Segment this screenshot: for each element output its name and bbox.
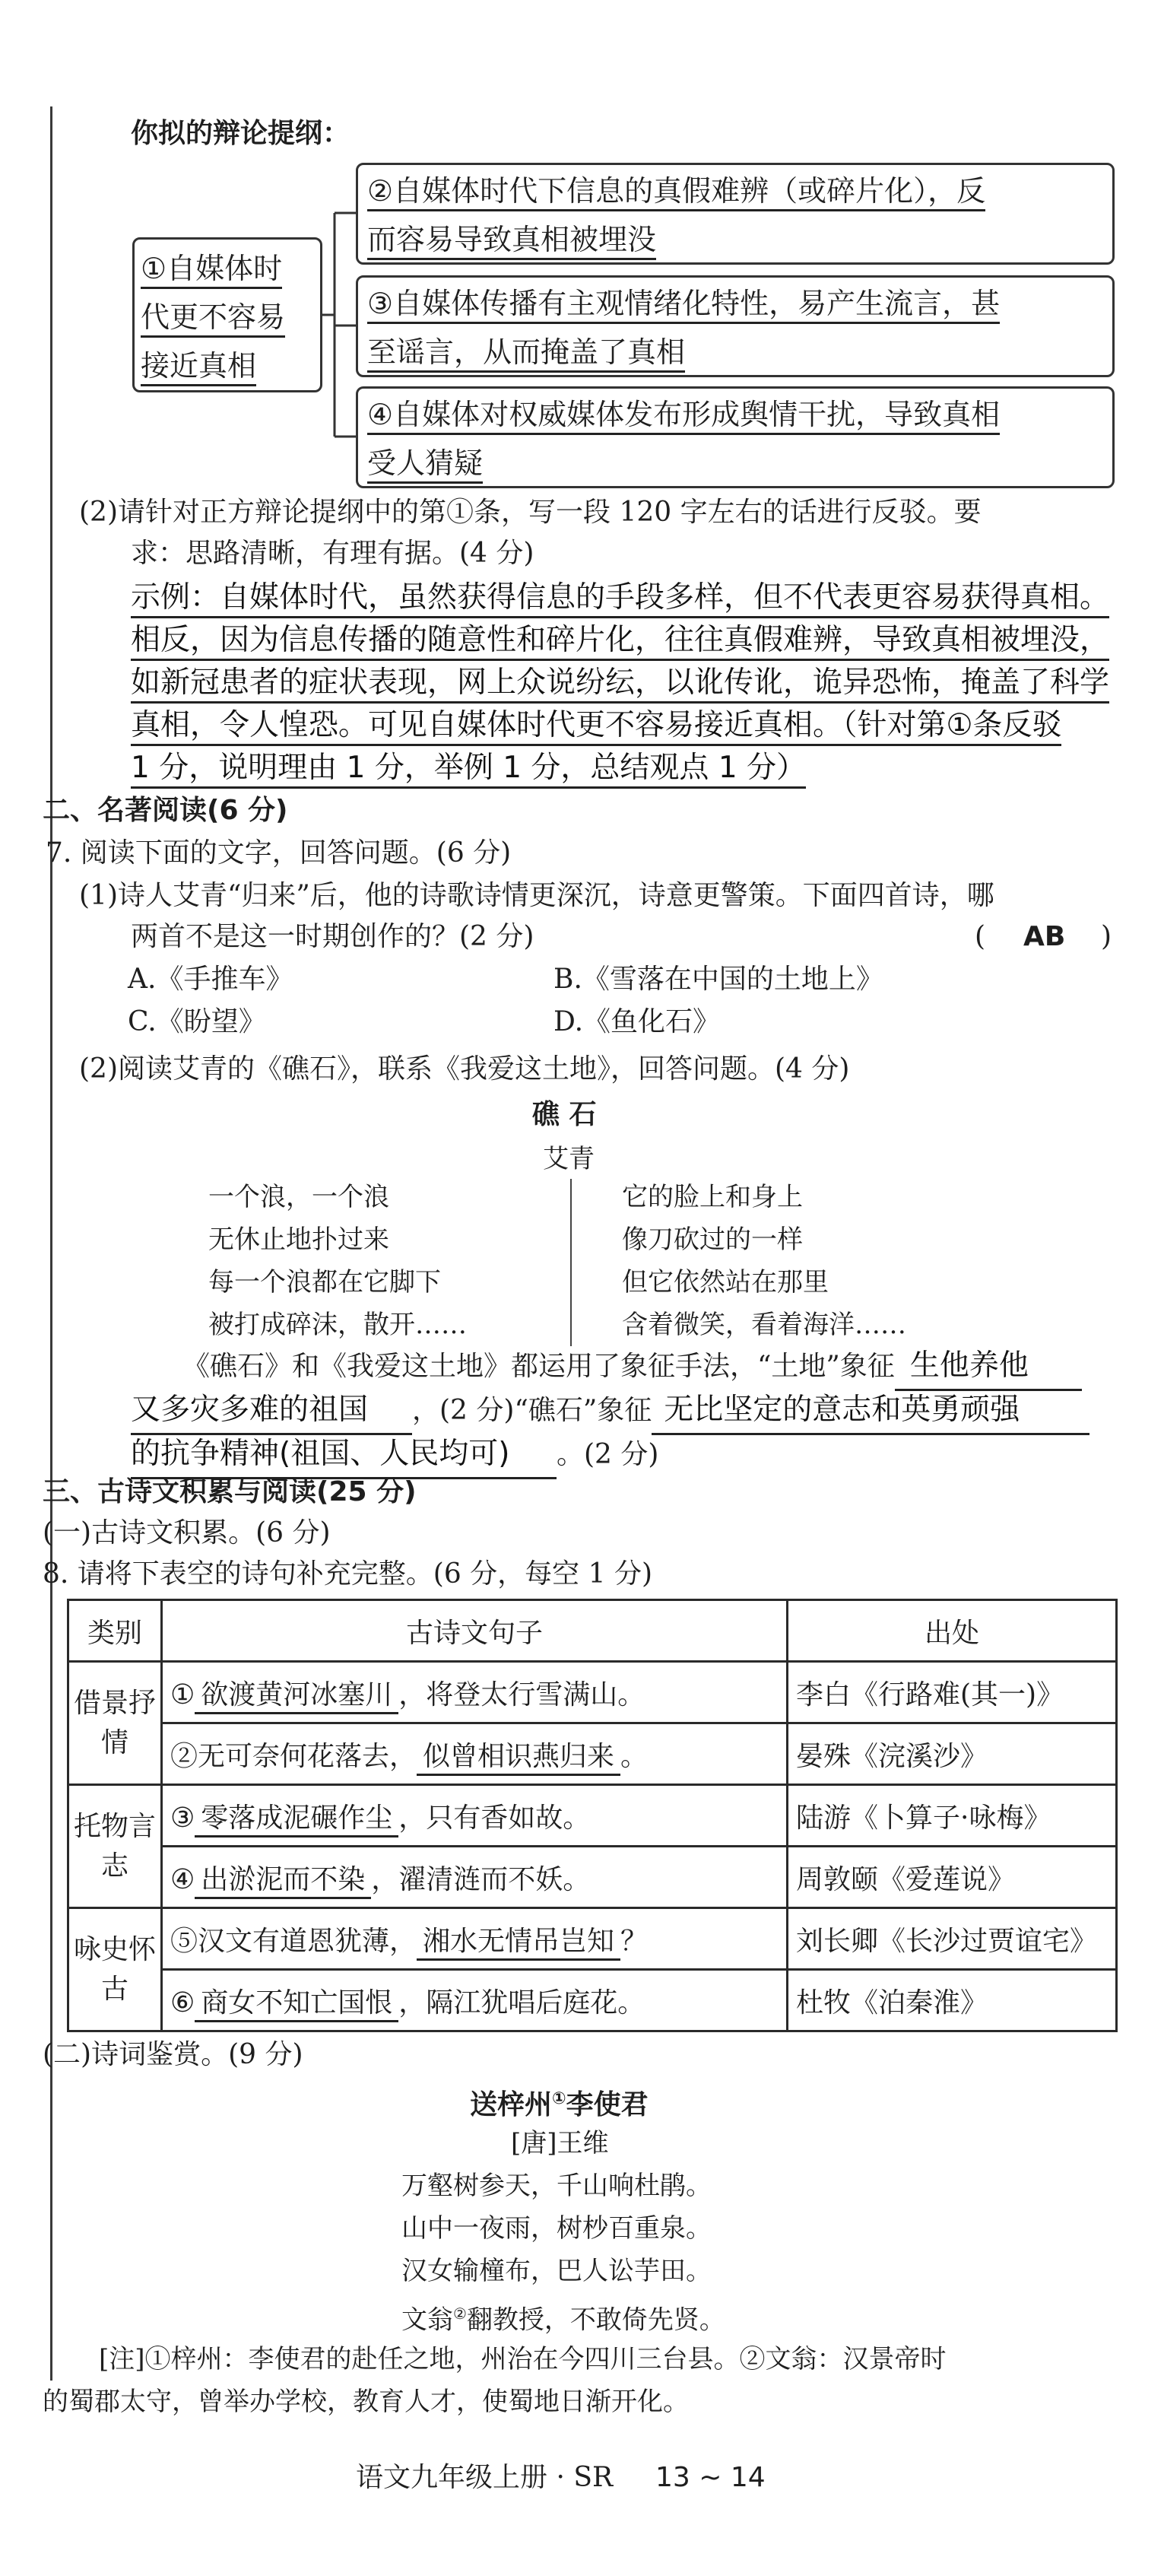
sentence-cell: ⑥ 商女不知亡国恨 ，隔江犹唱后庭花。 [162,1970,788,2031]
option-a: A.《手推车》 [128,964,293,995]
sentence-cell: ④ 出淤泥而不染 ，濯清涟而不妖。 [162,1847,788,1908]
outline-heading: 你拟的辩论提纲： [131,118,350,149]
reason-line: ③自媒体传播有主观情绪化特性，易产生流言，甚 [367,287,1000,324]
answer-blank: 似曾相识燕归来 [417,1741,620,1776]
poem2-line: 万壑树参天，千山响杜鹃。 [401,2171,712,2201]
poem-right-line: 像刀砍过的一样 [622,1224,803,1255]
answer-blank: 欲渡黄河冰塞川 [195,1679,398,1714]
reason-line: ④自媒体对权威媒体发布形成舆情干扰，导致真相 [367,398,1000,435]
reason-box-2 [356,163,1115,265]
reason-line: ②自媒体时代下信息的真假难辨（或碎片化），反 [367,174,985,211]
table-row [68,1662,1117,1723]
q7-1-answer: AB [1023,921,1066,952]
q7-2-prompt: (2)阅读艾青的《礁石》，联系《我爱这土地》，回答问题。(4 分) [79,1053,850,1085]
reason-line: 而容易导致真相被埋没 [367,223,656,260]
q7-1-answer-bracket-open: ( [975,921,986,952]
q6-2-prompt-line: (2)请针对正方辩论提纲中的第①条，写一段 120 字左右的话进行反驳。要 [79,497,982,528]
q6-2-answer-line: 真相，令人惶恐。可见自媒体时代更不容易接近真相。（针对第①条反驳 [131,704,1061,747]
poem-left-line: 无休止地扑过来 [208,1224,389,1255]
poem2-author: [唐]王维 [511,2128,609,2158]
category-cell: 咏史怀古 [68,1908,162,2031]
poem2-line: 文翁②翻教授，不敢倚先贤。 [401,2304,725,2336]
answer-blank-2a: 无比坚定的意志和英勇顽强 [652,1389,1089,1435]
fill-line-1: 《礁石》和《我爱这土地》都运用了象征手法，“土地”象征 生他养他 [182,1345,1082,1391]
q7-title: 7. 阅读下面的文字，回答问题。(6 分) [46,837,512,869]
poem-divider [570,1179,572,1346]
option-b: B.《雪落在中国的土地上》 [553,964,883,995]
answer-blank-2b: 的抗争精神(祖国、人民均可) [131,1433,557,1479]
answer-blank: 出淤泥而不染 [195,1864,371,1899]
reason-box-3 [356,275,1115,377]
fill-line-3: 的抗争精神(祖国、人民均可) 。(2 分) [131,1433,658,1479]
reason-line: 至谣言，从而掩盖了真相 [367,335,685,373]
sentence-cell: ① 欲渡黄河冰塞川 ，将登太行雪满山。 [162,1662,788,1723]
poem2-note: 的蜀郡太守，曾举办学校，教育人才，使蜀地日渐开化。 [43,2387,689,2417]
answer-blank: 商女不知亡国恨 [195,1987,398,2022]
answer-blank: 零落成泥碾作尘 [195,1803,398,1838]
table-row [68,1908,1117,1970]
poem-right-line: 它的脸上和身上 [622,1182,803,1212]
source-cell: 晏殊《浣溪沙》 [788,1723,1117,1785]
section-2-title: 二、名著阅读(6 分) [43,795,288,826]
main-point-line: 代更不容易 [141,300,285,338]
q7-1-answer-bracket-close: ) [1101,921,1112,952]
header-category: 类别 [68,1600,162,1662]
poem-left-line: 一个浪，一个浪 [208,1182,389,1212]
source-cell: 杜牧《泊秦淮》 [788,1970,1117,2031]
sentence-cell: ⑤汉文有道恩犹薄， 湘水无情吊岂知 ？ [162,1908,788,1970]
sentence-cell: ②无可奈何花落去， 似曾相识燕归来 。 [162,1723,788,1785]
header-sentence: 古诗文句子 [162,1600,788,1662]
poetry-table [67,1599,1118,2032]
page-number: 13 ~ 14 [655,2462,766,2493]
main-point-line: ①自媒体时 [141,252,282,289]
table-header-row [68,1600,1117,1662]
source-cell: 刘长卿《长沙过贾谊宅》 [788,1908,1117,1970]
reason-line: 受人猜疑 [367,446,483,484]
table-row [68,1970,1117,2031]
source-cell: 李白《行路难(其一)》 [788,1662,1117,1723]
fill-line-2: 又多灾多难的祖国 ，(2 分)“礁石”象征 无比坚定的意志和英勇顽强 [131,1389,1089,1435]
poem2-line: 山中一夜雨，树杪百重泉。 [401,2213,712,2244]
option-c: C.《盼望》 [128,1006,266,1037]
section-3-sub1: (一)古诗文积累。(6 分) [43,1517,331,1548]
poem-left-line: 每一个浪都在它脚下 [208,1267,441,1298]
section-3-title: 三、古诗文积累与阅读(25 分) [43,1476,417,1507]
q6-2-answer-line: 1 分，说明理由 1 分，举例 1 分，总结观点 1 分） [131,747,806,789]
sentence-cell: ③ 零落成泥碾作尘 ，只有香如故。 [162,1785,788,1847]
answer-blank: 湘水无情吊岂知 [417,1926,620,1961]
source-cell: 陆游《卜算子·咏梅》 [788,1785,1117,1847]
main-point-box [132,237,322,392]
poem-author: 艾青 [543,1144,595,1174]
poem-title: 礁 石 [532,1099,597,1130]
answer-blank-1a: 生他养他 [895,1345,1082,1391]
section-3-sub2: (二)诗词鉴赏。(9 分) [43,2039,303,2070]
reason-box-4 [356,386,1115,488]
q6-2-answer-line: 示例：自媒体时代，虽然获得信息的手段多样，但不代表更容易获得真相。 [131,577,1109,619]
footer-label: 语文九年级上册 · SR [356,2462,614,2493]
outline-connector [322,152,360,502]
q7-1-line: (1)诗人艾青“归来”后，他的诗歌诗情更深沉，诗意更警策。下面四首诗，哪 [79,880,994,911]
q7-1-line: 两首不是这一时期创作的？(2 分) [131,921,534,952]
q8-title: 8. 请将下表空的诗句补充完整。(6 分，每空 1 分) [43,1558,653,1590]
table-row [68,1785,1117,1847]
q6-2-answer-line: 相反，因为信息传播的随意性和碎片化，往往真假难辨，导致真相被埋没， [131,619,1109,662]
category-cell: 托物言志 [68,1785,162,1908]
q6-2-prompt-line: 求：思路清晰，有理有据。(4 分) [131,538,534,569]
option-d: D.《鱼化石》 [553,1006,721,1037]
header-source: 出处 [788,1600,1117,1662]
poem-right-line: 含着微笑，看着海洋…… [622,1310,906,1340]
answer-blank-1b: 又多灾多难的祖国 [131,1389,412,1435]
category-cell: 借景抒情 [68,1662,162,1785]
source-cell: 周敦颐《爱莲说》 [788,1847,1117,1908]
table-row [68,1723,1117,1785]
q6-2-answer-line: 如新冠患者的症状表现，网上众说纷纭，以讹传讹，诡异恐怖，掩盖了科学 [131,662,1109,704]
main-point-line: 接近真相 [141,349,256,386]
poem2-title: 送梓州①李使君 [470,2089,649,2120]
table-row [68,1847,1117,1908]
poem2-note: [注]①梓州：李使君的赴任之地，州治在今四川三台县。②文翁：汉景帝时 [99,2344,947,2374]
poem2-line: 汉女输橦布，巴人讼芋田。 [401,2256,712,2286]
poem-right-line: 但它依然站在那里 [622,1267,829,1298]
poem-left-line: 被打成碎沫，散开…… [208,1310,467,1340]
